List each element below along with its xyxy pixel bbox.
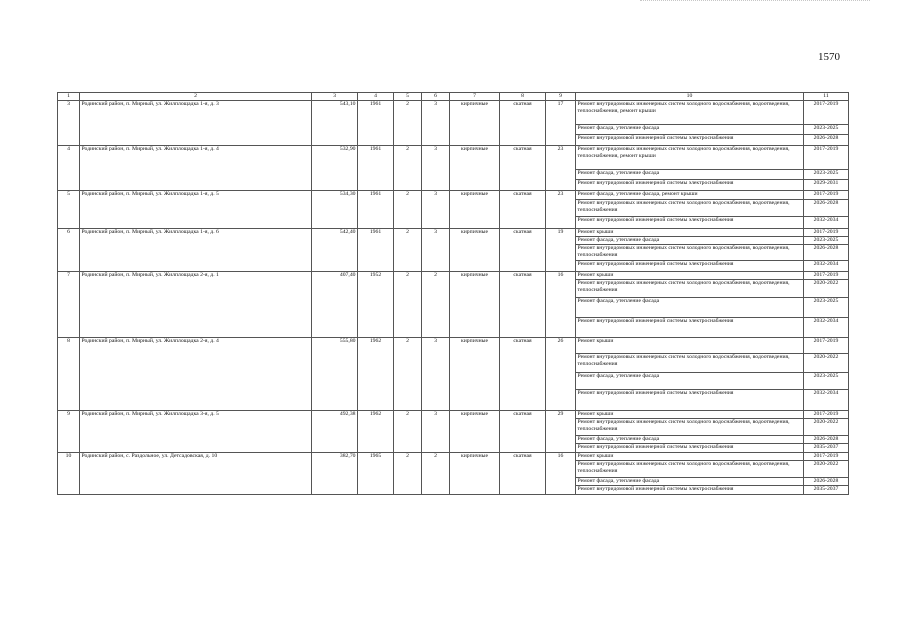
floors-count: 2 [394, 191, 422, 229]
apartments-count: 26 [546, 338, 576, 411]
roof-type: скатная [500, 338, 546, 411]
work-type: Ремонт крыши [576, 452, 804, 460]
entrances-count: 3 [422, 229, 450, 272]
work-period: 2029-2031 [804, 180, 849, 191]
row-number: 8 [58, 338, 80, 411]
work-period: 2020-2022 [804, 419, 849, 436]
work-period: 2017-2019 [804, 146, 849, 170]
floors-count: 2 [394, 338, 422, 411]
address: Родинский район, п. Мирный, ул. Жилплощадка 1-я, д. 5 [80, 191, 312, 229]
roof-type: скатная [500, 272, 546, 338]
work-type: Ремонт фасада, утепление фасада [576, 436, 804, 444]
work-type: Ремонт фасада, утепление фасада [576, 298, 804, 318]
floors-count: 2 [394, 411, 422, 453]
work-type: Ремонт внутридомовых инженерных систем холодного водоснабжения, водоотведения, теплоснабжения, ремонт крыши [576, 146, 804, 170]
address: Родинский район, п. Мирный, ул. Жилплощадка 1-я, д. 4 [80, 146, 312, 191]
apartments-count: 19 [546, 229, 576, 272]
apartments-count: 16 [546, 452, 576, 494]
column-number-3: 3 [312, 93, 358, 101]
table-row [58, 452, 849, 460]
work-period: 2017-2019 [804, 272, 849, 280]
floors-count: 2 [394, 229, 422, 272]
construction-year: 1961 [358, 191, 394, 229]
work-type: Ремонт внутридомовой инженерной системы электроснабжения [576, 318, 804, 338]
column-number-10: 10 [576, 93, 804, 101]
wall-material: кирпичные [450, 452, 500, 494]
work-type: Ремонт внутридомовых инженерных систем холодного водоснабжения, водоотведения, теплоснабжения [576, 245, 804, 261]
total-area: 492,38 [312, 411, 358, 453]
table-row [58, 191, 849, 200]
column-number-8: 8 [500, 93, 546, 101]
floors-count: 2 [394, 101, 422, 146]
roof-type: скатная [500, 191, 546, 229]
work-type: Ремонт внутридомовой инженерной системы электроснабжения [576, 135, 804, 146]
apartments-count: 29 [546, 411, 576, 453]
wall-material: кирпичные [450, 229, 500, 272]
construction-year: 1961 [358, 146, 394, 191]
wall-material: кирпичные [450, 191, 500, 229]
work-type: Ремонт фасада, утепление фасада [576, 125, 804, 135]
column-number-2: 2 [80, 93, 312, 101]
apartments-count: 23 [546, 191, 576, 229]
row-number: 10 [58, 452, 80, 494]
total-area: 555,80 [312, 338, 358, 411]
table-row [58, 338, 849, 354]
work-type: Ремонт фасада, утепление фасада [576, 237, 804, 245]
work-period: 2020-2022 [804, 460, 849, 477]
apartments-count: 23 [546, 146, 576, 191]
table-row [58, 272, 849, 280]
work-period: 2026-2028 [804, 477, 849, 485]
wall-material: кирпичные [450, 146, 500, 191]
work-period: 2017-2019 [804, 191, 849, 200]
work-period: 2017-2019 [804, 452, 849, 460]
work-period: 2026-2028 [804, 200, 849, 217]
work-type: Ремонт фасада, утепление фасада [576, 170, 804, 180]
work-type: Ремонт крыши [576, 272, 804, 280]
wall-material: кирпичные [450, 338, 500, 411]
work-period: 2026-2028 [804, 436, 849, 444]
construction-year: 1965 [358, 452, 394, 494]
work-period: 2035-2037 [804, 443, 849, 452]
construction-year: 1961 [358, 101, 394, 146]
roof-type: скатная [500, 101, 546, 146]
work-type: Ремонт крыши [576, 229, 804, 237]
column-number-4: 4 [358, 93, 394, 101]
total-area: 543,10 [312, 101, 358, 146]
row-number: 5 [58, 191, 80, 229]
total-area: 407,40 [312, 272, 358, 338]
address: Родинский район, п. Мирный, ул. Жилплощадка 3-я, д. 5 [80, 411, 312, 453]
column-number-9: 9 [546, 93, 576, 101]
roof-type: скатная [500, 146, 546, 191]
row-number: 7 [58, 272, 80, 338]
column-number-6: 6 [422, 93, 450, 101]
construction-year: 1952 [358, 272, 394, 338]
address: Родинский район, п. Мирный, ул. Жилплощадка 2-я, д. 4 [80, 338, 312, 411]
work-type: Ремонт фасада, утепление фасада, ремонт крыши [576, 191, 804, 200]
work-period: 2020-2022 [804, 354, 849, 373]
work-type: Ремонт внутридомовых инженерных систем холодного водоснабжения, водоотведения, теплоснабжения [576, 280, 804, 298]
column-number-1: 1 [58, 93, 80, 101]
page-number: 1570 [818, 51, 840, 63]
work-period: 2017-2019 [804, 411, 849, 419]
work-period: 2035-2037 [804, 485, 849, 494]
work-type: Ремонт внутридомовых инженерных систем холодного водоснабжения, водоотведения, теплоснабжения, ремонт крыши [576, 101, 804, 125]
work-period: 2017-2019 [804, 101, 849, 125]
column-number-5: 5 [394, 93, 422, 101]
construction-year: 1962 [358, 411, 394, 453]
capital-repair-table [57, 92, 849, 495]
entrances-count: 3 [422, 101, 450, 146]
work-period: 2032-2034 [804, 390, 849, 411]
address: Родинский район, п. Мирный, ул. Жилплощадка 1-я, д. 3 [80, 101, 312, 146]
work-period: 2023-2025 [804, 298, 849, 318]
work-period: 2023-2025 [804, 125, 849, 135]
row-number: 4 [58, 146, 80, 191]
wall-material: кирпичные [450, 272, 500, 338]
work-period: 2032-2034 [804, 261, 849, 272]
work-period: 2023-2025 [804, 170, 849, 180]
work-period: 2032-2034 [804, 217, 849, 229]
work-period: 2026-2028 [804, 245, 849, 261]
roof-type: скатная [500, 411, 546, 453]
apartments-count: 16 [546, 272, 576, 338]
work-type: Ремонт внутридомовой инженерной системы электроснабжения [576, 180, 804, 191]
scan-artifact [640, 0, 870, 4]
entrances-count: 3 [422, 338, 450, 411]
work-type: Ремонт внутридомовых инженерных систем холодного водоснабжения, водоотведения, теплоснабжения [576, 354, 804, 373]
work-type: Ремонт внутридомовых инженерных систем холодного водоснабжения, водоотведения, теплоснабжения [576, 200, 804, 217]
table-row [58, 411, 849, 419]
work-period: 2020-2022 [804, 280, 849, 298]
row-number: 3 [58, 101, 80, 146]
entrances-count: 2 [422, 272, 450, 338]
work-type: Ремонт крыши [576, 411, 804, 419]
total-area: 382,70 [312, 452, 358, 494]
wall-material: кирпичные [450, 411, 500, 453]
work-type: Ремонт внутридомовой инженерной системы электроснабжения [576, 390, 804, 411]
work-type: Ремонт внутридомовой инженерной системы электроснабжения [576, 485, 804, 494]
work-period: 2017-2019 [804, 338, 849, 354]
work-period: 2023-2025 [804, 237, 849, 245]
total-area: 534,30 [312, 191, 358, 229]
work-type: Ремонт фасада, утепление фасада [576, 373, 804, 390]
wall-material: кирпичные [450, 101, 500, 146]
total-area: 532,90 [312, 146, 358, 191]
table-row [58, 146, 849, 170]
entrances-count: 3 [422, 146, 450, 191]
roof-type: скатная [500, 452, 546, 494]
row-number: 6 [58, 229, 80, 272]
construction-year: 1961 [358, 229, 394, 272]
work-period: 2032-2034 [804, 318, 849, 338]
floors-count: 2 [394, 146, 422, 191]
column-number-row [58, 93, 849, 101]
roof-type: скатная [500, 229, 546, 272]
work-period: 2017-2019 [804, 229, 849, 237]
entrances-count: 3 [422, 411, 450, 453]
work-type: Ремонт внутридомовой инженерной системы электроснабжения [576, 443, 804, 452]
table-row [58, 229, 849, 237]
work-period: 2023-2025 [804, 373, 849, 390]
work-type: Ремонт внутридомовой инженерной системы электроснабжения [576, 217, 804, 229]
row-number: 9 [58, 411, 80, 453]
address: Родинский район, п. Мирный, ул. Жилплощадка 1-я, д. 6 [80, 229, 312, 272]
work-type: Ремонт фасада, утепление фасада [576, 477, 804, 485]
entrances-count: 3 [422, 191, 450, 229]
floors-count: 2 [394, 452, 422, 494]
work-type: Ремонт внутридомовых инженерных систем холодного водоснабжения, водоотведения, теплоснабжения [576, 460, 804, 477]
work-type: Ремонт внутридомовой инженерной системы электроснабжения [576, 261, 804, 272]
column-number-7: 7 [450, 93, 500, 101]
entrances-count: 2 [422, 452, 450, 494]
total-area: 542,40 [312, 229, 358, 272]
address: Родинский район, п. Мирный, ул. Жилплощадка 2-я, д. 1 [80, 272, 312, 338]
table-row [58, 101, 849, 125]
work-type: Ремонт внутридомовых инженерных систем холодного водоснабжения, водоотведения, теплоснабжения [576, 419, 804, 436]
work-type: Ремонт крыши [576, 338, 804, 354]
column-number-11: 11 [804, 93, 849, 101]
work-period: 2026-2028 [804, 135, 849, 146]
floors-count: 2 [394, 272, 422, 338]
construction-year: 1962 [358, 338, 394, 411]
address: Родинский район, с. Раздольное, ул. Детсадовская, д. 10 [80, 452, 312, 494]
apartments-count: 17 [546, 101, 576, 146]
